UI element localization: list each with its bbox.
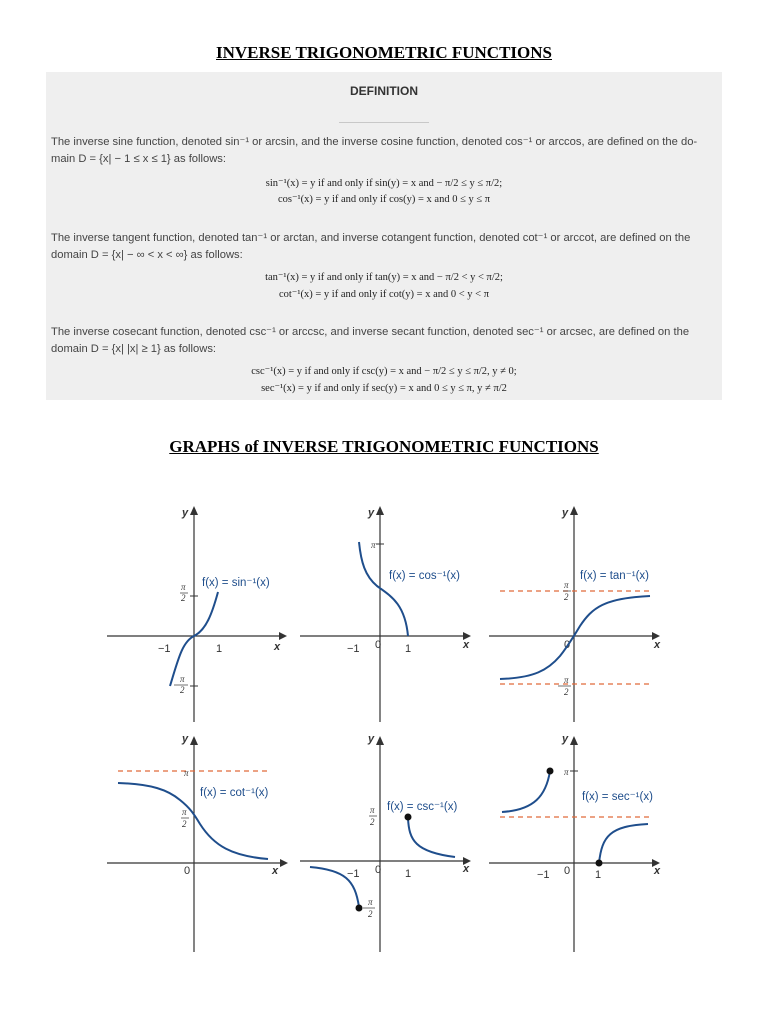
arctan-label: f(x) = tan⁻¹(x)	[580, 570, 650, 582]
arccos-graph	[295, 500, 485, 725]
arccsc-label: f(x) = csc⁻¹(x)	[387, 801, 458, 813]
x-axis-label: x	[654, 639, 661, 651]
y-axis-label: y	[182, 733, 189, 745]
y-tick-pi-half: π	[182, 807, 187, 817]
x-axis-arrow-icon	[279, 632, 287, 640]
y-tick-two: 2	[564, 687, 569, 697]
tick-label-1: 1	[595, 869, 602, 881]
endpoint-dot	[547, 768, 554, 775]
arctan-definition: tan⁻¹(x) = y if and only if tan(y) = x and − π/2 < y < π/2;	[265, 272, 503, 283]
y-tick-pi: π	[184, 768, 189, 778]
tick-label-neg1: −1	[537, 869, 550, 881]
arccos-curve	[359, 542, 408, 636]
arccsc-definition: csc⁻¹(x) = y if and only if csc(y) = x and − π/2 ≤ y ≤ π/2, y ≠ 0;	[251, 366, 517, 377]
y-axis-label: y	[368, 507, 375, 519]
y-axis-arrow-icon	[190, 506, 198, 515]
tick-label-0: 0	[375, 864, 382, 876]
definition-box	[46, 72, 722, 400]
arcsin-definition: sin⁻¹(x) = y if and only if sin(y) = x and − π/2 ≤ y ≤ π/2;	[265, 178, 503, 189]
sine-cosine-paragraph: The inverse sine function, denoted sin⁻¹ or arcsin, and the inverse cosine function, denoted cos⁻¹ or arccos, are defined on the do-main D = {x| − 1 ≤ x ≤ 1} as follows:	[51, 136, 698, 165]
x-axis-label: x	[274, 641, 281, 653]
tick-label-1: 1	[216, 643, 223, 655]
y-axis-arrow-icon	[570, 736, 578, 745]
y-tick-neg-pi-half: π	[368, 897, 373, 907]
arctan-graph	[484, 500, 674, 725]
tick-label-0: 0	[564, 865, 571, 877]
arccot-graph	[102, 730, 292, 955]
y-tick-pi-half: π	[564, 580, 569, 590]
arccsc-curve-right	[408, 818, 455, 857]
y-axis-label: y	[562, 507, 569, 519]
y-tick-two: 2	[368, 909, 373, 919]
y-tick-pi-half: π	[181, 582, 186, 592]
arccos-definition: cos⁻¹(x) = y if and only if cos(y) = x and 0 ≤ y ≤ π	[277, 194, 491, 205]
y-tick-neg-pi-half: π	[180, 674, 185, 684]
endpoint-dot	[356, 905, 363, 912]
x-axis-label: x	[463, 639, 470, 651]
y-tick-pi: π	[564, 767, 569, 777]
y-axis-arrow-icon	[376, 506, 384, 515]
arcsin-graph	[102, 500, 292, 725]
arccot-label: f(x) = cot⁻¹(x)	[200, 787, 269, 799]
cosecant-secant-paragraph: The inverse cosecant function, denoted csc⁻¹ or arccsc, and inverse secant function, denoted sec⁻¹ or arcsec, are defined on the domain D = {x| |x| ≥ 1} as follows:	[51, 326, 690, 355]
tick-label-1: 1	[405, 643, 412, 655]
tick-label-neg1: −1	[347, 868, 360, 880]
y-axis-arrow-icon	[376, 736, 384, 745]
y-tick-pi-half: π	[370, 805, 375, 815]
graphs-title: GRAPHS of INVERSE TRIGONOMETRIC FUNCTIONS	[169, 437, 599, 456]
x-axis-label: x	[463, 863, 470, 875]
definition-divider	[339, 122, 429, 123]
y-tick-two: 2	[564, 592, 569, 602]
x-axis-arrow-icon	[280, 859, 288, 867]
endpoint-dot	[405, 814, 412, 821]
y-axis-arrow-icon	[190, 736, 198, 745]
arcsec-label: f(x) = sec⁻¹(x)	[582, 791, 653, 803]
y-axis-label: y	[562, 733, 569, 745]
tick-label-1: 1	[405, 868, 412, 880]
arcsin-label: f(x) = sin⁻¹(x)	[202, 577, 270, 589]
y-tick-two: 2	[182, 819, 187, 829]
y-tick-neg-pi-half: π	[564, 675, 569, 685]
endpoint-dot	[596, 860, 603, 867]
arcsec-curve-right	[599, 824, 648, 863]
tick-label-neg1: −1	[158, 643, 171, 655]
arccos-label: f(x) = cos⁻¹(x)	[389, 570, 460, 582]
arccot-definition: cot⁻¹(x) = y if and only if cot(y) = x and 0 < y < π	[278, 289, 489, 300]
y-axis-label: y	[368, 733, 375, 745]
tangent-cotangent-paragraph: The inverse tangent function, denoted tan⁻¹ or arctan, and inverse cotangent function, denoted cot⁻¹ or arccot, are defined on the domain D = {x| − ∞ < x < ∞} as follows:	[51, 232, 691, 261]
y-tick-two: 2	[370, 817, 375, 827]
y-tick-two: 2	[180, 685, 185, 695]
x-axis-label: x	[654, 865, 661, 877]
tick-label-0: 0	[375, 639, 382, 651]
arcsec-graph	[484, 730, 674, 955]
tick-label-0: 0	[564, 639, 571, 651]
page-title: INVERSE TRIGONOMETRIC FUNCTIONS	[216, 43, 552, 62]
y-tick-two: 2	[181, 593, 186, 603]
definition-heading: DEFINITION	[350, 84, 418, 98]
arcsec-definition: sec⁻¹(x) = y if and only if sec(y) = x and 0 ≤ y ≤ π, y ≠ π/2	[261, 383, 507, 394]
tick-label-0: 0	[184, 865, 191, 877]
x-axis-label: x	[272, 865, 279, 877]
y-axis-label: y	[182, 507, 189, 519]
arcsec-curve-left	[502, 771, 550, 812]
tick-label-neg1: −1	[347, 643, 360, 655]
arctan-curve	[500, 596, 650, 679]
y-axis-arrow-icon	[570, 506, 578, 515]
y-tick-pi: π	[371, 540, 376, 550]
arccsc-graph	[295, 730, 485, 955]
